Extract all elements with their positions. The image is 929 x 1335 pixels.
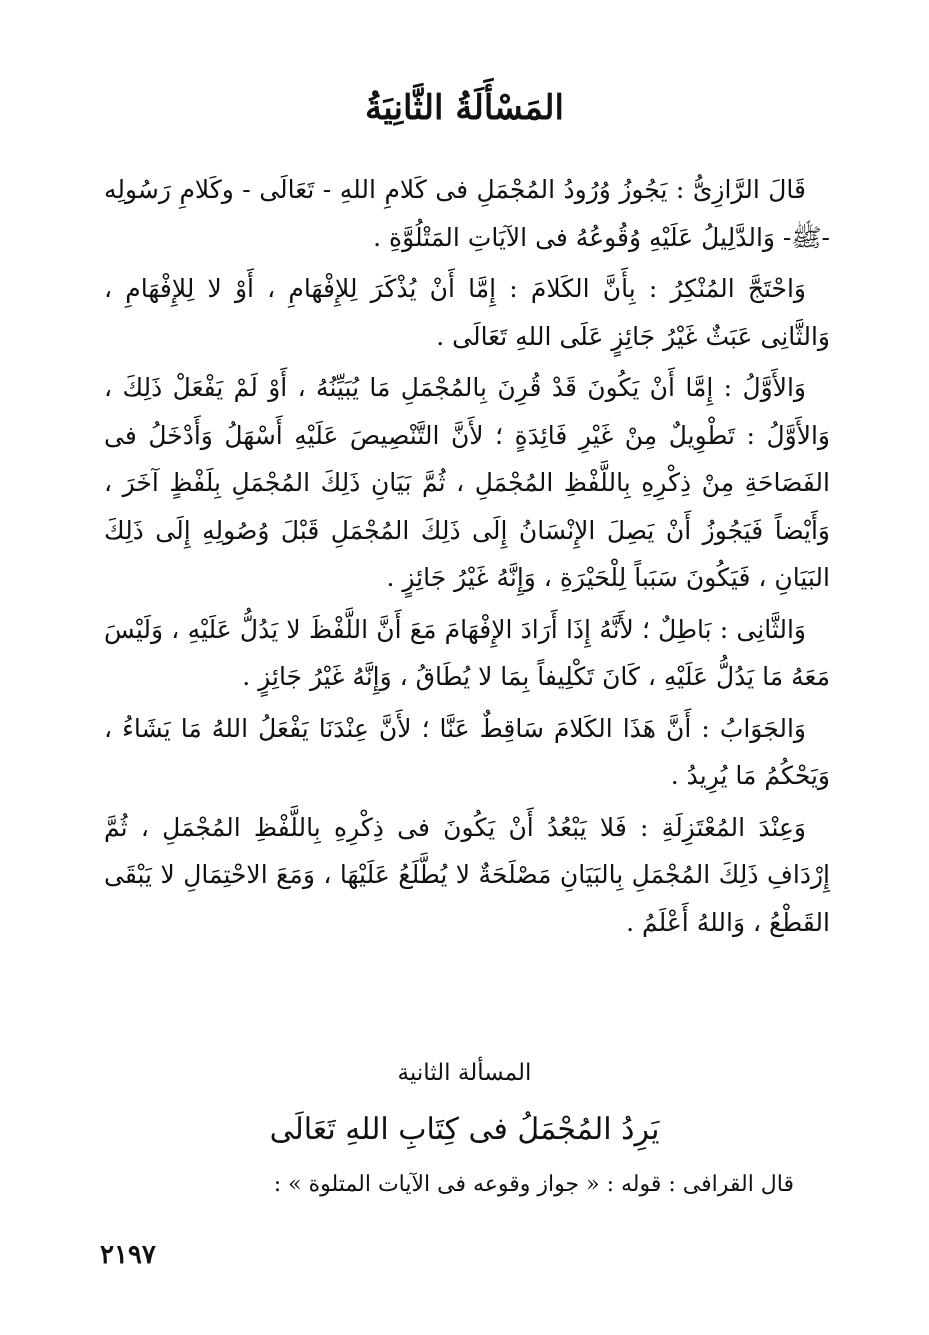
- paragraph-objection: وَاحْتَجَّ المُنْكِرُ : بِأَنَّ الكَلامَ : إِمَّا أَنْ يُذْكَرَ لِلإِفْهَامِ ، أَوْ لا لِلإِفْهَامِ ، وَالثَّانِى عَبَثٌ غَيْرُ جَائِزٍ عَلَى اللهِ تَعَالَى .: [104, 274, 830, 351]
- body-text: [104, 166, 830, 950]
- page-title: المَسْأَلَةُ الثَّانِيَةُ: [365, 88, 564, 128]
- paragraph-answer: وَالجَوَابُ : أَنَّ هَذَا الكَلامَ سَاقِطٌ عَنَّا ؛ لأَنَّ عِنْدَنَا يَفْعَلُ اللهُ مَا يَشَاءُ ، وَيَحْكُمُ مَا يُرِيدُ .: [104, 713, 830, 790]
- paragraph-second-case: وَالثَّانِى : بَاطِلٌ ؛ لأَنَّهُ إِذَا أَرَادَ الإِفْهَامَ مَعَ أَنَّ اللَّفْظَ لا يَدُلُّ عَلَيْهِ ، وَلَيْسَ مَعَهُ مَا يَدُلُّ عَلَيْهِ ، كَانَ تَكْلِيفاً بِمَا لا يُطَاقُ ، وَإِنَّهُ غَيْرُ جَائِزٍ .: [104, 614, 830, 691]
- paragraph-razi-statement: قَالَ الرَّازِىُّ : يَجُوزُ وُرُودُ المُجْمَلِ فى كَلامِ اللهِ - تَعَالَى - وكَلامِ رَسُولِه -ﷺ- وَالدَّلِيلُ عَلَيْهِ وُقُوعُهُ فى الآيَاتِ المَتْلُوَّةِ .: [104, 175, 830, 252]
- section-heading: يَرِدُ المُجْمَلُ فى كِتَابِ اللهِ تَعَالَى: [269, 1112, 660, 1147]
- section-subtitle: المسألة الثانية: [397, 1060, 532, 1086]
- page-number: ٢١٩٧: [100, 1240, 156, 1270]
- paragraph-mutazila: وَعِنْدَ المُعْتَزِلَةِ : فَلا يَبْعُدُ أَنْ يَكُونَ فى ذِكْرِهِ بِاللَّفْظِ المُجْمَلِ ، ثُمَّ إِرْدَافِ ذَلِكَ المُجْمَلِ بِالبَيَانِ مَصْلَحَةٌ لا يُطَّلَعُ عَلَيْهَا ، وَمَعَ الاحْتِمَالِ لا يَبْقَى القَطْعُ ، وَاللهُ أَعْلَمُ .: [104, 812, 830, 937]
- commentary-line: قال القرافى : قوله : « جواز وقوعه فى الآيات المتلوة » :: [273, 1172, 794, 1197]
- paragraph-first-case: وَالأَوَّلُ : إِمَّا أَنْ يَكُونَ قَدْ قُرِنَ بِالمُجْمَلِ مَا يُبَيِّنُهُ ، أَوْ لَمْ يَفْعَلْ ذَلِكَ ، وَالأَوَّلُ : تَطْوِيلٌ مِنْ غَيْرِ فَائِدَةٍ ؛ لأَنَّ التَّنْصِيصَ عَلَيْهِ أَسْهَلُ وَأَدْخَلُ فى الفَصَاحَةِ مِنْ ذِكْرِهِ بِاللَّفْظِ المُجْمَلِ ، ثُمَّ بَيَانِ ذَلِكَ المُجْمَلِ بِلَفْظٍ آخَرَ ، وَأَيْضاً فَيَجُوزُ أَنْ يَصِلَ الإِنْسَانُ إِلَى ذَلِكَ المُجْمَلِ قَبْلَ وُصُولِهِ إِلَى ذَلِكَ البَيَانِ ، فَيَكُونَ سَبَباً لِلْحَيْرَةِ ، وَإِنَّهُ غَيْرُ جَائِزٍ .: [104, 373, 830, 592]
